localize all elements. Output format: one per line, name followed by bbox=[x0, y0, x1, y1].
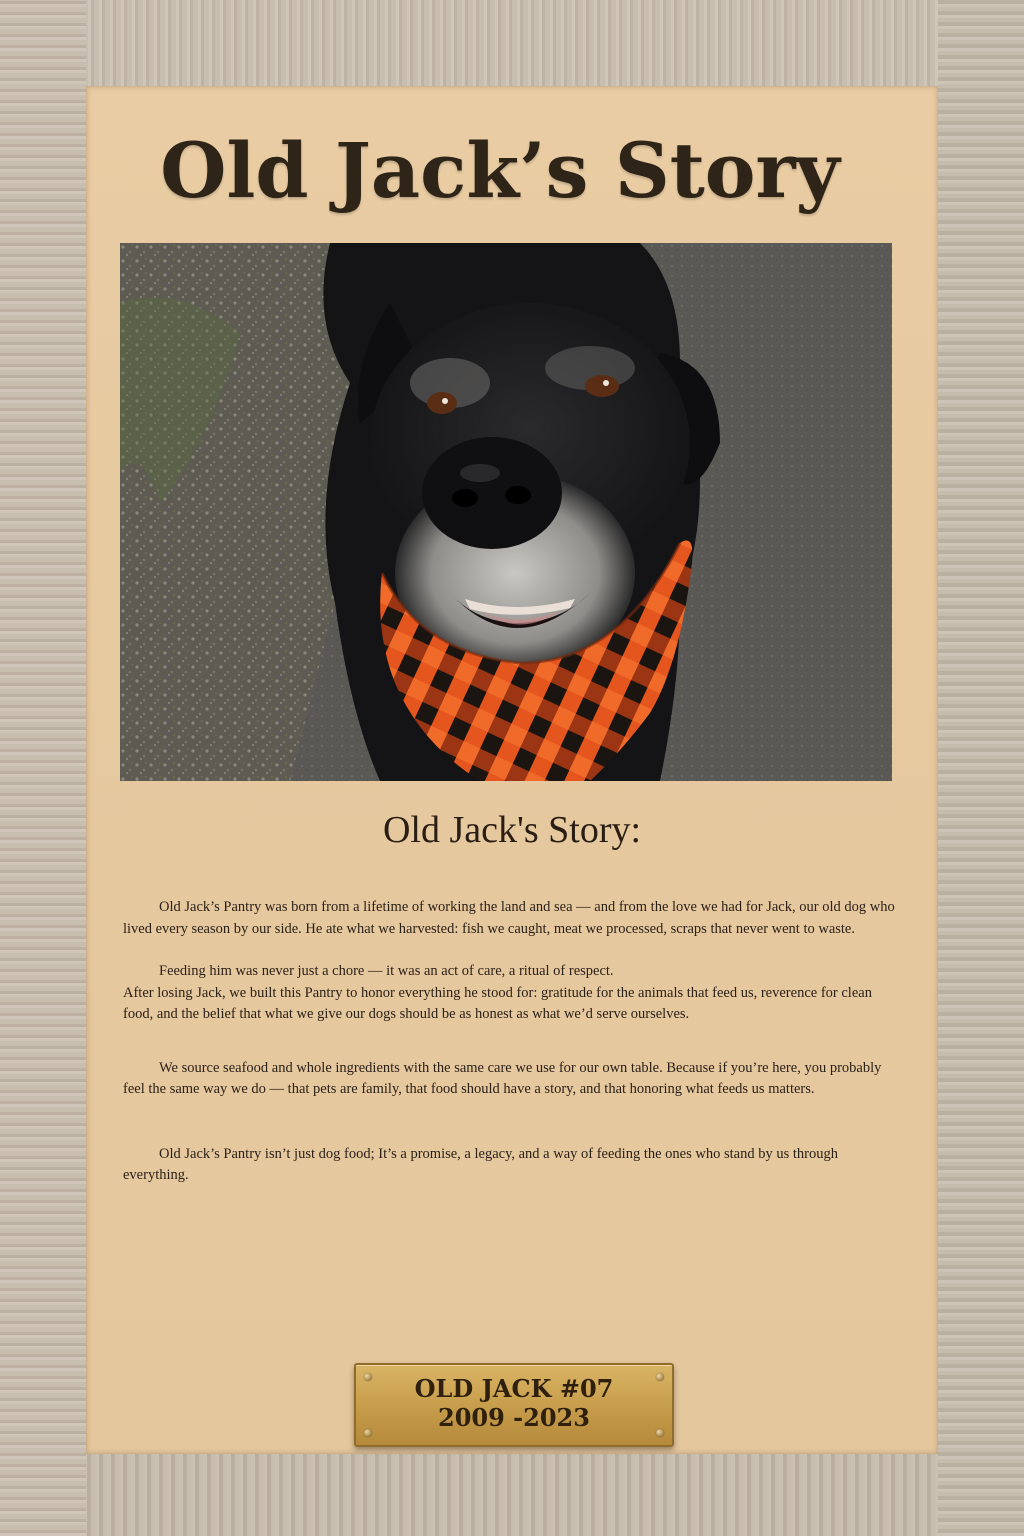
screw-icon bbox=[364, 1373, 372, 1381]
plaque-name: OLD JACK #07 bbox=[414, 1374, 614, 1403]
story-paragraph-5-text: Old Jack’s Pantry isn’t just dog food; It’s a promise, a legacy, and a way of feeding the ones who stand by us through everything. bbox=[123, 1145, 838, 1183]
story-paragraph-2 bbox=[123, 961, 901, 1026]
screw-icon bbox=[656, 1373, 664, 1381]
memorial-plaque bbox=[354, 1363, 674, 1447]
screw-icon bbox=[656, 1429, 664, 1437]
story-paragraph-4 bbox=[123, 1144, 901, 1187]
poster-mat bbox=[86, 86, 938, 1454]
frame-right-rail bbox=[938, 0, 1024, 1536]
frame-left-rail bbox=[0, 0, 86, 1536]
dog-photo-illustration bbox=[120, 243, 892, 781]
dog-photo bbox=[120, 243, 892, 781]
story-paragraph-1 bbox=[123, 897, 901, 940]
page-title: Old Jack’s Story bbox=[160, 126, 840, 215]
screw-icon bbox=[364, 1429, 372, 1437]
story-paragraph-3 bbox=[123, 1058, 901, 1101]
plaque-years: 2009 -2023 bbox=[438, 1403, 590, 1432]
frame-top-rail bbox=[0, 0, 1024, 86]
story-paragraph-2-text: Feeding him was never just a chore — it was an act of care, a ritual of respect. bbox=[159, 963, 614, 979]
story-paragraph-4-text: We source seafood and whole ingredients with the same care we use for our own table. Because if you’re here, you probably feel the same way we do — that pets are family, that food should have a story, and that honoring what feeds us matters. bbox=[123, 1059, 882, 1097]
story-subtitle: Old Jack's Story: bbox=[382, 809, 642, 851]
story-paragraph-1-text: Old Jack’s Pantry was born from a lifetime of working the land and sea — and from the love we had for Jack, our old dog who lived every season by our side. He ate what we harvested: fish we caught, meat we processed, scraps that never went to waste. bbox=[123, 899, 895, 937]
story-body bbox=[123, 897, 901, 1187]
frame-bottom-rail bbox=[0, 1454, 1024, 1536]
story-paragraph-3-text: After losing Jack, we built this Pantry to honor everything he stood for: gratitude for the animals that feed us, reverence for clean food, and the belief that what we give our dogs should be as honest as what we’d serve ourselves. bbox=[123, 984, 872, 1022]
